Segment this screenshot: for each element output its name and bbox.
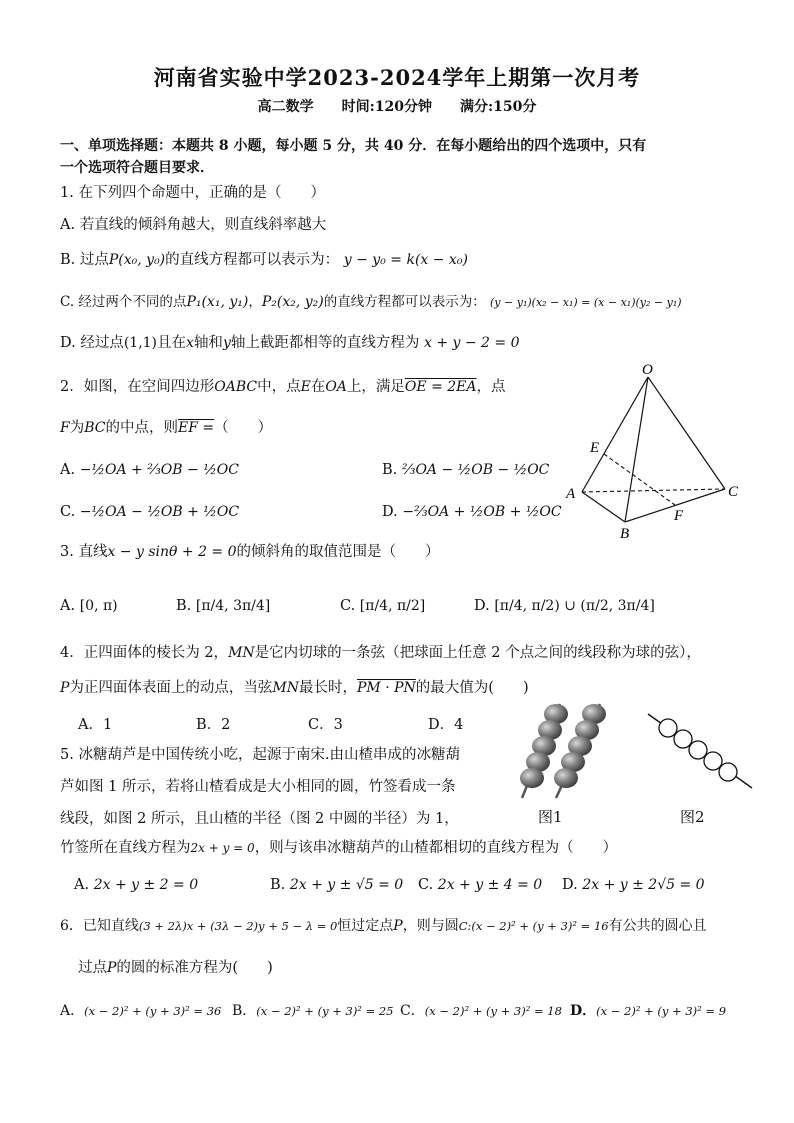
q5-line3: 线段，如图 2 所示，且山楂的半径（图 2 中圆的半径）为 1， xyxy=(60,811,459,827)
q4-s2a: P xyxy=(60,680,70,696)
exam-subtitle: 高二数学 时间:120分钟 满分:150分 xyxy=(257,99,537,115)
segment-ef xyxy=(604,454,675,505)
q1-option-d xyxy=(60,333,519,353)
q3-d-label: D. xyxy=(474,598,490,614)
q2-c-label: C. xyxy=(60,504,76,520)
q1-d-mid3: 轴上截距都相等的直线方程为 xyxy=(230,335,420,351)
q1-c-equation: (y − y₁)(x₂ − x₁) = (x − x₁)(y₂ − y₁) xyxy=(490,296,682,309)
q2-option-b xyxy=(382,460,549,480)
q2-a-label: A. xyxy=(60,462,76,478)
q6-circle-eq: C:(x − 2)² + (y + 3)² = 16 xyxy=(458,919,609,933)
haw-circle xyxy=(689,741,707,759)
q6-line-eq: (3 + 2λ)x + (3λ − 2)y + 5 − λ = 0 xyxy=(138,919,338,933)
q6-s1d: ，则与圆 xyxy=(402,918,459,934)
exam-title: 河南省实验中学2023-2024学年上期第一次月考 xyxy=(153,65,641,90)
q2-s1e: 在 xyxy=(310,379,326,395)
q3-option-b xyxy=(176,596,270,616)
section-heading-line1: 一、单项选择题：本题共 8 小题，每小题 5 分，共 40 分．在每小题给出的四个选项中，只有 xyxy=(60,138,647,154)
q1-b-point: P(x₀, y₀) xyxy=(108,252,166,268)
q3-b-label: B. xyxy=(176,598,192,614)
haw-circle xyxy=(704,752,722,770)
q6-c-label: C． xyxy=(400,1003,425,1019)
q4-option-c: C．3 xyxy=(308,717,343,733)
q6-option-a xyxy=(60,1001,221,1021)
q3-a-label: A. xyxy=(60,598,76,614)
edge-oc xyxy=(648,377,725,489)
q1-c-sep: ， xyxy=(248,294,262,310)
q4-s2b: 为正四面体表面上的动点，当弦 xyxy=(69,680,273,696)
q1-d-mid1: 且在 xyxy=(157,335,187,351)
q2-s1d: E xyxy=(300,379,311,395)
q3-stem xyxy=(60,542,440,562)
q2-s1i: ，点 xyxy=(476,379,506,395)
q3-option-d xyxy=(474,596,655,616)
q6-stem-line2 xyxy=(78,958,273,978)
q1-d-prefix: D. 经过点 xyxy=(60,335,124,351)
q6-s2b: P xyxy=(107,960,117,976)
q5-option-a xyxy=(74,875,198,895)
q3-d-val: [π/4, π/2) ∪ (π/2, 3π/4] xyxy=(494,598,655,614)
q1-c-point2: P₂(x₂, y₂) xyxy=(261,294,324,310)
q6-c-eq: (x − 2)² + (y + 3)² = 18 xyxy=(424,1004,562,1018)
q5-l4-eq: 2x + y = 0 xyxy=(190,841,255,855)
q2-s2a: F xyxy=(60,420,70,436)
q6-option-c xyxy=(400,1001,562,1021)
edge-oa xyxy=(582,377,648,492)
q5-d-label: D. xyxy=(562,877,578,893)
q5-a-label: A. xyxy=(74,877,90,893)
q6-s2c: 的圆的标准方程为( ) xyxy=(116,960,273,976)
q4-s2c: MN xyxy=(272,680,300,696)
q2-option-d xyxy=(382,502,562,522)
q5-l4a: 竹签所在直线方程为 xyxy=(60,840,191,856)
q1-d-y: y xyxy=(222,335,231,351)
q2-vector-ef: EF = xyxy=(177,420,215,436)
q6-s1c: P xyxy=(393,918,403,934)
q6-a-label: A． xyxy=(60,1003,85,1019)
q3-option-a xyxy=(60,596,118,616)
q3-stem-a: 3. 直线 xyxy=(60,544,108,560)
q2-s2f: （ ） xyxy=(214,420,273,436)
q2-stem-line1 xyxy=(60,377,506,397)
q2-d-label: D. xyxy=(382,504,398,520)
q3-a-val: [0, π) xyxy=(79,598,118,614)
q6-s1e: 有公共的圆心且 xyxy=(608,918,707,934)
q5-d-eq: 2x + y ± 2√5 = 0 xyxy=(582,877,705,893)
q4-option-d: D．4 xyxy=(428,717,464,733)
q5-option-d xyxy=(562,875,705,895)
q4-dot-product: PM · PN xyxy=(357,680,416,696)
q4-s1b: MN xyxy=(228,645,255,661)
q6-b-label: B． xyxy=(232,1003,257,1019)
label-f: F xyxy=(674,508,684,524)
edge-ob xyxy=(625,377,648,522)
q3-stem-eq: x − y sinθ + 2 = 0 xyxy=(107,544,237,560)
figure-1-caption: 图1 xyxy=(538,808,563,826)
q6-d-label: D． xyxy=(570,1003,597,1019)
q4-option-b: B．2 xyxy=(196,717,231,733)
q2-s2c: BC xyxy=(84,420,106,436)
q1-d-equation: x + y − 2 = 0 xyxy=(423,335,520,351)
q4-stem-line1 xyxy=(60,643,701,663)
q1-d-mid2: 轴和 xyxy=(193,335,223,351)
label-a: A xyxy=(566,486,576,502)
q6-s2a: 过点 xyxy=(78,960,107,976)
q1-b-mid: 的直线方程都可以表示为： xyxy=(165,252,340,268)
edge-ac-hidden xyxy=(582,489,725,492)
circles-on-stick-figure-2 xyxy=(640,708,760,793)
q6-option-b xyxy=(232,1001,394,1021)
label-c: C xyxy=(728,484,739,500)
q3-stem-b: 的倾斜角的取值范围是（ ） xyxy=(236,544,440,560)
label-e: E xyxy=(590,440,600,456)
q5-option-b xyxy=(270,875,403,895)
tetrahedron-figure xyxy=(560,360,750,545)
q2-b-label: B. xyxy=(382,462,398,478)
label-b: B xyxy=(620,526,630,542)
q3-b-val: [π/4, 3π/4] xyxy=(195,598,271,614)
q2-stem-line2 xyxy=(60,418,272,438)
q1-d-point: (1,1) xyxy=(123,335,158,351)
section-heading-line2: 一个选项符合题目要求． xyxy=(60,160,214,176)
q2-vector-relation: OE = 2EA xyxy=(404,379,477,395)
q3-c-label: C. xyxy=(340,598,356,614)
haw-circle xyxy=(659,719,677,737)
q1-b-prefix: B. 过点 xyxy=(60,252,109,268)
q2-s1f: OA xyxy=(325,379,347,395)
q5-l4b: ，则与该串冰糖葫芦的山楂都相切的直线方程为（ ） xyxy=(254,840,618,856)
q5-option-c xyxy=(418,875,542,895)
haw-circle xyxy=(674,730,692,748)
q1-d-x: x xyxy=(186,335,194,351)
q4-s1c: 是它内切球的一条弦（把球面上任意 2 个点之间的线段称为球的弦）， xyxy=(254,645,701,661)
q2-s1b: OABC xyxy=(214,379,258,395)
q1-c-point1: P₁(x₁, y₁) xyxy=(186,294,249,310)
q3-c-val: [π/4, π/2] xyxy=(359,598,426,614)
q6-b-eq: (x − 2)² + (y + 3)² = 25 xyxy=(256,1004,394,1018)
q1-b-equation: y − y₀ = k(x − x₀) xyxy=(343,252,468,268)
q1-option-c xyxy=(60,292,682,313)
q4-s1a: 4．正四面体的棱长为 2， xyxy=(60,645,229,661)
q2-c-expr: −½OA − ½OB + ½OC xyxy=(79,504,240,520)
q6-option-d xyxy=(570,1001,726,1021)
q2-option-c xyxy=(60,502,239,522)
q2-option-a xyxy=(60,460,239,480)
q2-b-expr: ⅔OA − ½OB − ½OC xyxy=(401,462,550,478)
q2-s1c: 中，点 xyxy=(257,379,301,395)
q6-a-eq: (x − 2)² + (y + 3)² = 36 xyxy=(84,1004,222,1018)
q5-line4 xyxy=(60,838,617,858)
q2-s2d: 的中点，则 xyxy=(105,420,178,436)
q4-s2f: 的最大值为( ) xyxy=(415,680,529,696)
q6-stem-line1 xyxy=(60,916,707,936)
haw-circle xyxy=(719,763,737,781)
figure-2-caption: 图2 xyxy=(680,808,705,826)
q6-s1b: 恒过定点 xyxy=(337,918,394,934)
q2-s1g: 上，满足 xyxy=(346,379,405,395)
q6-d-eq: (x − 2)² + (y + 3)² = 9 xyxy=(596,1004,727,1018)
q4-stem-line2 xyxy=(60,678,529,698)
q1-option-b xyxy=(60,250,468,270)
q2-a-expr: −½OA + ⅔OB − ½OC xyxy=(79,462,239,478)
label-o: O xyxy=(642,362,653,378)
q1-c-mid: 的直线方程都可以表示为： xyxy=(323,294,486,310)
q6-s1a: 6．已知直线 xyxy=(60,918,139,934)
q2-d-expr: −⅔OA + ½OB + ½OC xyxy=(402,504,562,520)
q5-a-eq: 2x + y ± 2 = 0 xyxy=(93,877,199,893)
q4-s2d: 最长时， xyxy=(299,680,358,696)
q5-line1: 5. 冰糖葫芦是中国传统小吃，起源于南宋.由山楂串成的冰糖葫 xyxy=(60,747,461,763)
q2-s1a: 2．如图，在空间四边形 xyxy=(60,379,215,395)
q5-c-eq: 2x + y ± 4 = 0 xyxy=(437,877,543,893)
q2-s2b: 为 xyxy=(69,420,85,436)
q5-c-label: C. xyxy=(418,877,434,893)
q1-option-a: A. 若直线的倾斜角越大，则直线斜率越大 xyxy=(60,217,327,233)
edge-ab xyxy=(582,492,625,522)
q1-stem: 1. 在下列四个命题中，正确的是（ ） xyxy=(60,185,325,201)
q3-option-c xyxy=(340,596,425,616)
q5-b-eq: 2x + y ± √5 = 0 xyxy=(289,877,404,893)
q1-c-prefix: C. 经过两个不同的点 xyxy=(60,294,187,310)
candied-haws-figure-1 xyxy=(508,698,618,803)
q4-option-a: A．1 xyxy=(78,717,113,733)
q5-line2: 芦如图 1 所示，若将山楂看成是大小相同的圆，竹签看成一条 xyxy=(60,779,456,795)
q5-b-label: B. xyxy=(270,877,286,893)
